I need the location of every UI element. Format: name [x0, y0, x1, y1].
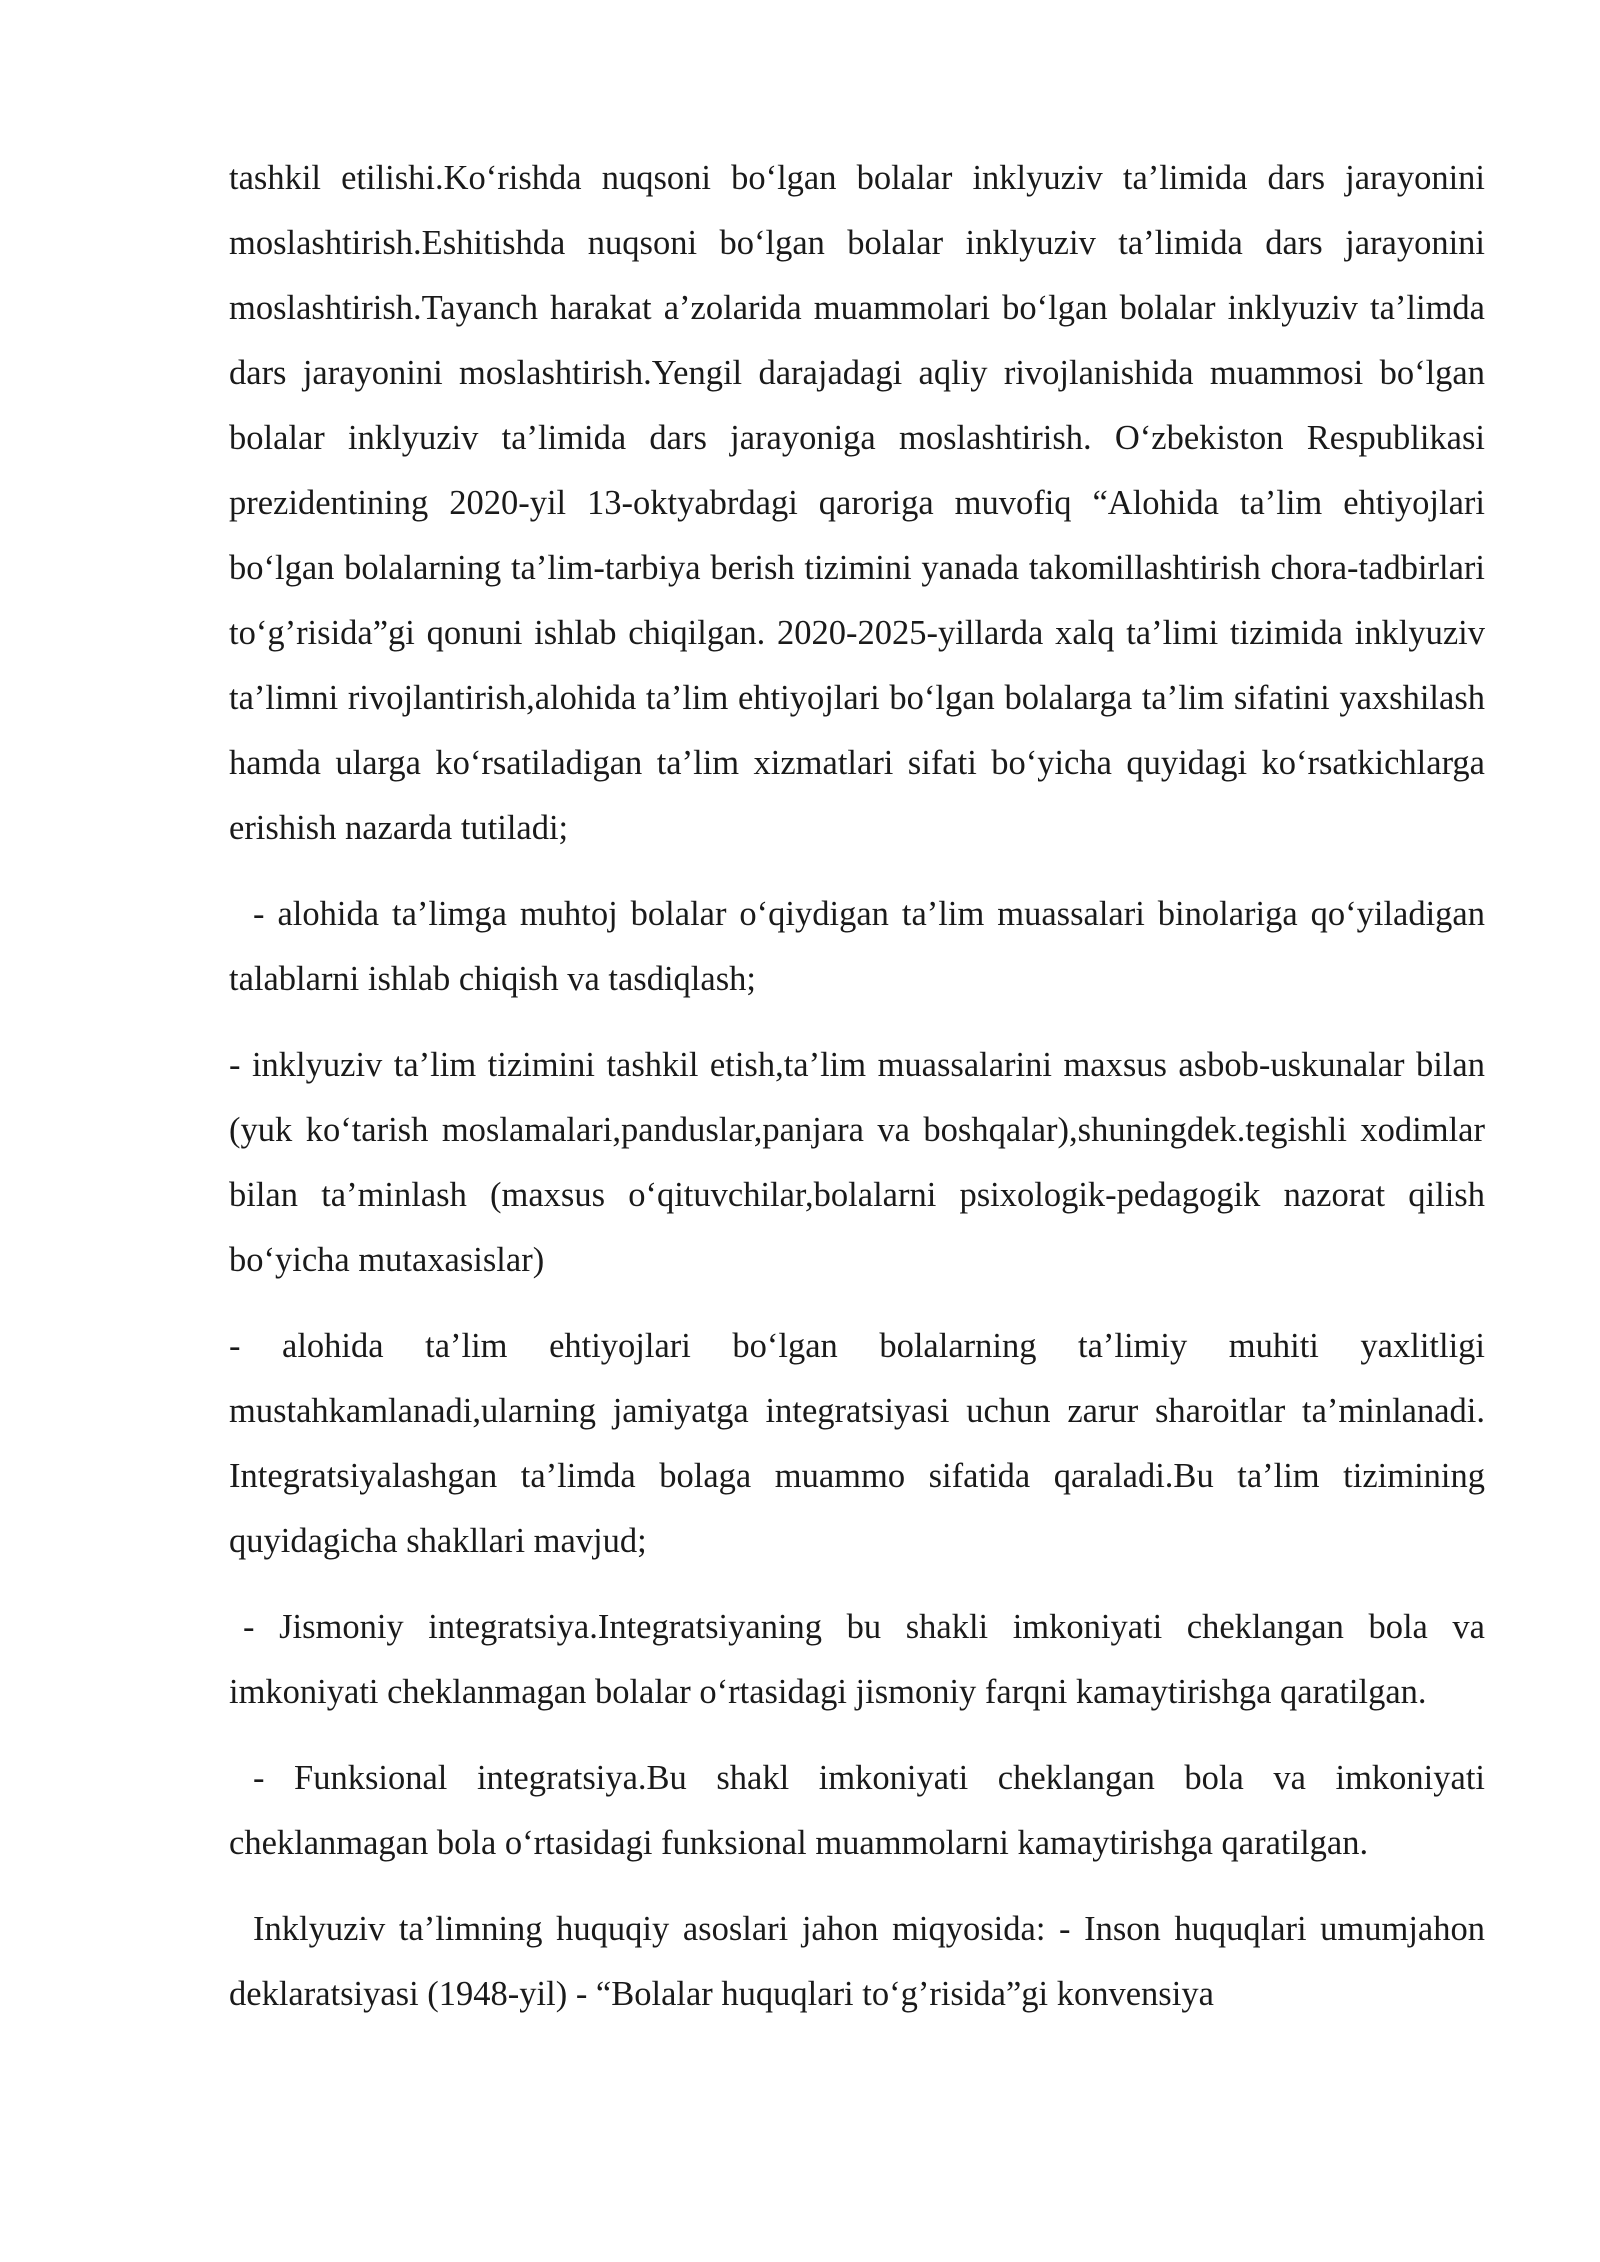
- paragraph-bullet-building-requirements: - alohida ta’limga muhtoj bolalar o‘qiydigan ta’lim muassalari binolariga qo‘yiladigan talablarni ishlab chiqish va tasdiqlash;: [229, 895, 1485, 998]
- paragraph-functional-integration: - Funksional integratsiya.Bu shakl imkoniyati cheklangan bola va imkoniyati cheklanmagan bola o‘rtasidagi funksional muammolarni kamaytirishga qaratilgan.: [229, 1759, 1485, 1862]
- paragraph-bullet-inclusive-system: - inklyuziv ta’lim tizimini tashkil etish,ta’lim muassalarini maxsus asbob-uskunalar bilan (yuk ko‘tarish moslamalari,panduslar,panjara va boshqalar),shuningdek.tegishli xodimlar bilan ta’minlash (maxsus o‘qituvchilar,bolalarni psixologik-pedagogik nazorat qilish bo‘yicha mutaxasislar): [229, 1046, 1485, 1279]
- paragraph-intro: tashkil etilishi.Ko‘rishda nuqsoni bo‘lgan bolalar inklyuziv ta’limida dars jarayonini moslashtirish.Eshitishda nuqsoni bo‘lgan bolalar inklyuziv ta’limida dars jarayonini moslashtirish.Tayanch harakat a’zolarida muammolari bo‘lgan bolalar inklyuziv ta’limda dars jarayonini moslashtirish.Yengil darajadagi aqliy rivojlanishida muammosi bo‘lgan bolalar inklyuziv ta’limida dars jarayoniga moslashtirish. O‘zbekiston Respublikasi prezidentining 2020-yil 13-oktyabrdagi qaroriga muvofiq “Alohida ta’lim ehtiyojlari bo‘lgan bolalarning ta’lim-tarbiya berish tizimini yanada takomillashtirish chora-tadbirlari to‘g’risida”gi qonuni ishlab chiqilgan. 2020-2025-yillarda xalq ta’limi tizimida inklyuziv ta’limni rivojlantirish,alohida ta’lim ehtiyojlari bo‘lgan bolalarga ta’lim sifatini yaxshilash hamda ularga ko‘rsatiladigan ta’lim xizmatlari sifati bo‘yicha quyidagi ko‘rsatkichlarga erishish nazarda tutiladi;: [229, 159, 1485, 847]
- document-body: [229, 146, 1485, 2027]
- paragraph-legal-basis: Inklyuziv ta’limning huquqiy asoslari jahon miqyosida: - Inson huquqlari umumjahon deklaratsiyasi (1948-yil) - “Bolalar huquqlari to‘g’risida”gi konvensiya: [229, 1910, 1485, 2013]
- paragraph-bullet-learning-environment: - alohida ta’lim ehtiyojlari bo‘lgan bolalarning ta’limiy muhiti yaxlitligi mustahkamlanadi,ularning jamiyatga integratsiyasi uchun zarur sharoitlar ta’minlanadi. Integratsiyalashgan ta’limda bolaga muammo sifatida qaraladi.Bu ta’lim tizimining quyidagicha shakllari mavjud;: [229, 1327, 1485, 1560]
- paragraph-physical-integration: - Jismoniy integratsiya.Integratsiyaning bu shakli imkoniyati cheklangan bola va imkoniyati cheklanmagan bolalar o‘rtasidagi jismoniy farqni kamaytirishga qaratilgan.: [229, 1608, 1485, 1711]
